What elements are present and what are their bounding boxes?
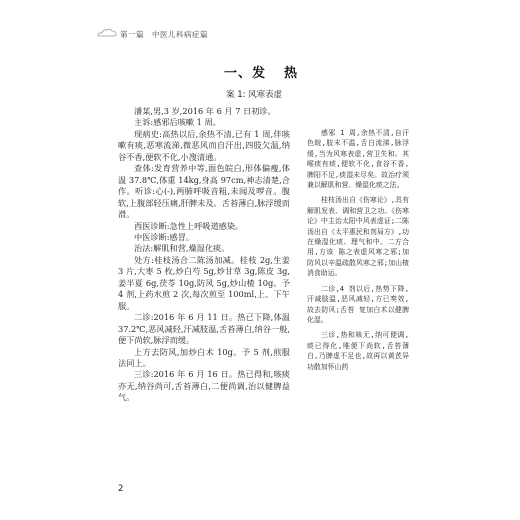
second-visit-rx: 上方去防风,加炒白术 10g。予 5 剂,煎服法同上。 bbox=[118, 346, 290, 368]
commentary-paragraph: 二诊,4 剂以后,热势下降,汗减肢温,恶风减轻,方已奏效,故去防风;舌苔 复加白术以健脾化湿。 bbox=[307, 284, 409, 324]
header-section: 中医儿科病症篇 bbox=[152, 30, 208, 39]
second-visit: 二诊:2016 年 6 月 11 日。热已下降,体温 37.2℃,恶风减轻,汗减肢温,舌苔薄白,纳谷一般,便下尚软,脉浮而缓。 bbox=[118, 312, 290, 346]
commentary-column bbox=[307, 128, 409, 377]
case-intro: 潘某,男,3 岁,2016 年 6 月 7 日初诊。 bbox=[134, 106, 276, 116]
header-part: 第一篇 bbox=[120, 30, 144, 39]
present-history: 现病史:高热以后,余热不清,已有 1 周,伴咳嗽有痰,恶寒流涕,微恶风而自汗出,四肢欠温,纳谷不香,便软不化,小溲清通。 bbox=[118, 128, 290, 162]
chapter-title bbox=[224, 62, 298, 81]
commentary-paragraph: 感邪 1 周,余热不清,自汗色皖,肢末不温,舌白流涕,脉浮缓,当为风寒表虚,营卫失和。其喉痰有痰,便软不化,食谷不香,脾阳不足,痰湿未尽矣。故治疗须兼以解肌和营、燥湿化痰之法。 bbox=[307, 129, 409, 190]
prescription: 处方:桂枝汤合二陈汤加减。桂枝 2g,生姜 3 片,大枣 5 枚,炒白芍 5g,炒甘草 3g,陈皮 3g,姜半夏 6g,茯苓 10g,防风 5g,炒山楂 10g。予 4 剂,上药水煎 2 次,每次煎至 100ml,上、下午服。 bbox=[118, 254, 290, 311]
tcm-diagnosis: 中医诊断:感冒。 bbox=[134, 231, 195, 242]
running-header bbox=[0, 0, 520, 44]
commentary-paragraph: 桂枝汤出自《伤寒论》,具有解肌发表、调和营卫之功。《伤寒论》中主治太阳中风表虚证;二陈汤出自《太平惠民和剂局方》,功在燥湿化痰、理气和中。二方合用,方该 陈之表虚风寒之邪;加防风以辛温疏散风寒之邪;加山楂消食助运。 bbox=[307, 196, 409, 278]
chapter-number: 一、 bbox=[224, 66, 253, 81]
chapter-title-a: 发 bbox=[252, 66, 267, 81]
cloud-ornament-icon bbox=[96, 28, 118, 38]
western-diagnosis: 西医诊断:急性上呼吸道感染。 bbox=[134, 220, 244, 231]
treatment-method: 治法:解肌和营,燥湿化痰。 bbox=[134, 243, 230, 254]
chief-complaint: 主诉:感邪后咳嗽 1 周。 bbox=[134, 117, 221, 128]
page-number: 2 bbox=[118, 484, 124, 494]
header-text bbox=[120, 29, 216, 40]
main-text-column bbox=[118, 106, 290, 404]
physical-exam: 查体:发育营养中等,面色皖白,形体偏瘦,体温 37.8℃,体重 14kg,身高 97cm,神志清楚,合作。听诊:心(-),两肺呼吸音粗,未闻及啰音。腹软,上腹部轻压痛,肝脾未及。舌苔薄白,脉浮缓而滑。 bbox=[118, 163, 290, 220]
case-title: 案 1: 风寒表虚 bbox=[226, 90, 283, 100]
chapter-title-b: 热 bbox=[284, 66, 299, 81]
commentary-paragraph: 三诊,热和咳无,纳可便调,痰已得化,唯便下尚软,舌苔薄白,乃脾虚不足也,故再以黄芪异功散加怀山药 bbox=[307, 331, 409, 371]
third-visit: 三诊:2016 年 6 月 16 日。热已得和,咳痰亦无,纳谷尚可,舌苔薄白,二便尚调,治以健脾益气。 bbox=[118, 369, 290, 403]
